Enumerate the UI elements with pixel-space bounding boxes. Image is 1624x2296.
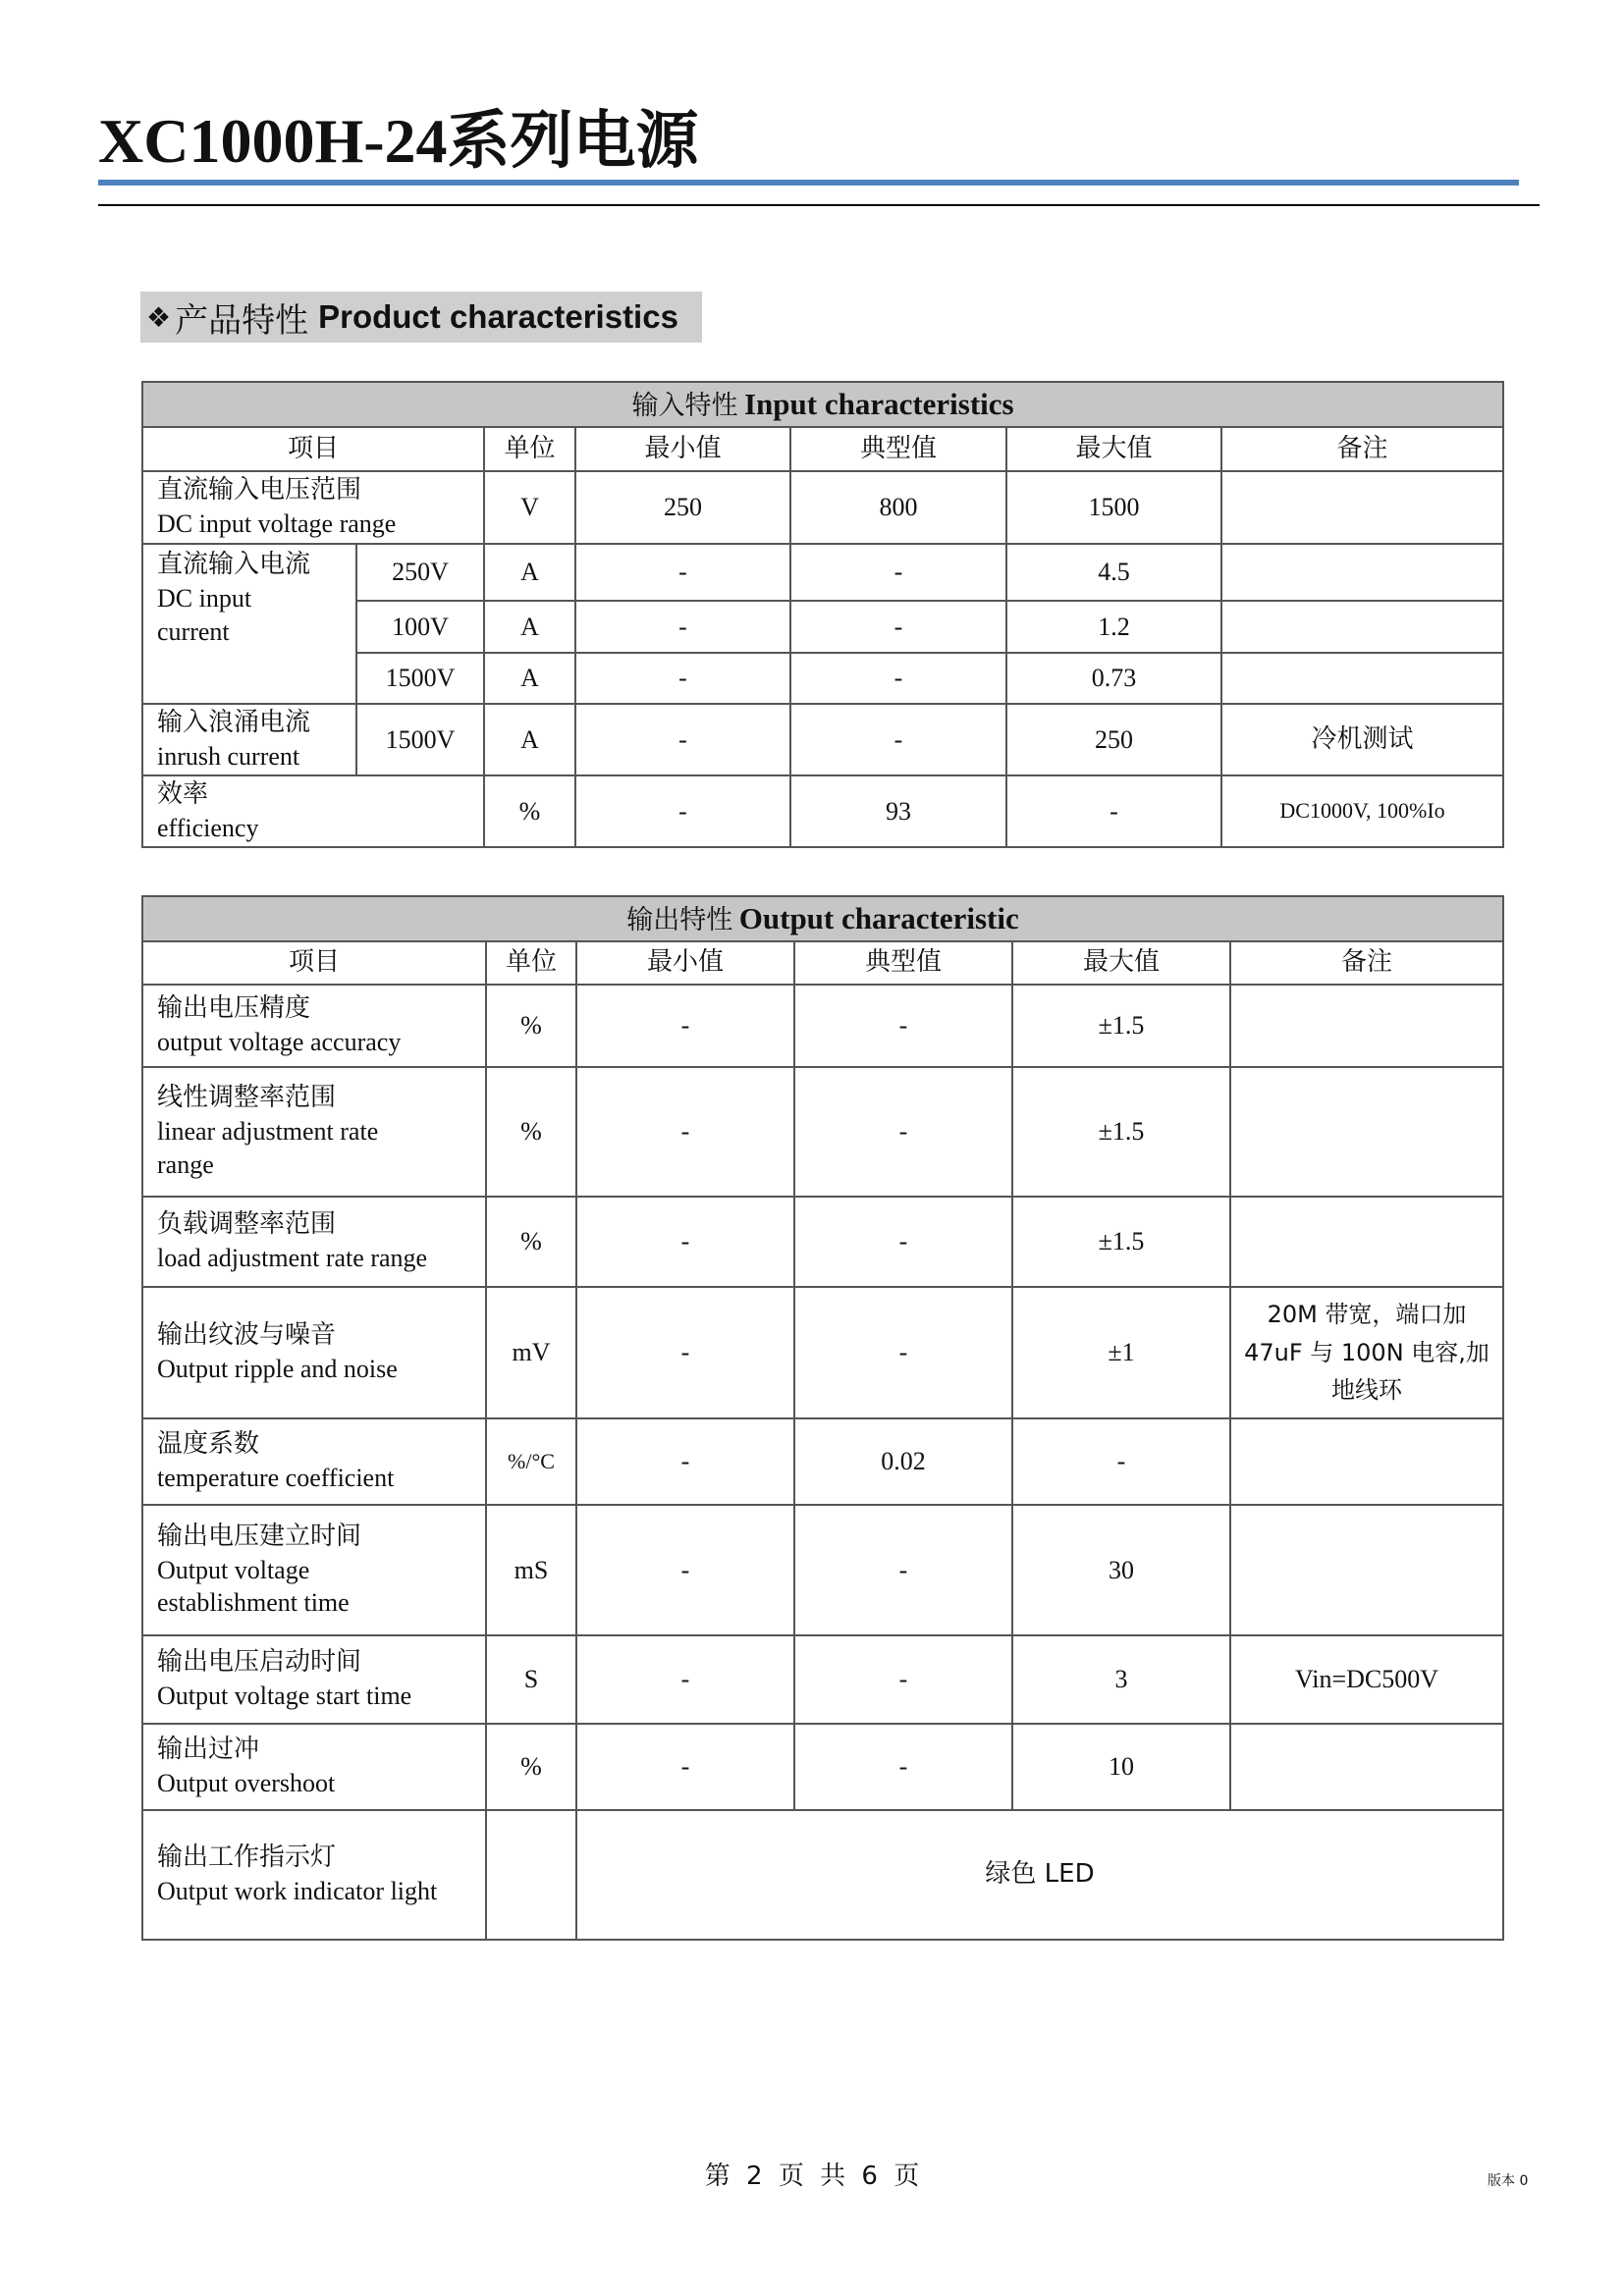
cell-typ: - — [794, 985, 1012, 1067]
row-label: 效率 efficiency — [142, 775, 484, 847]
cell-max: ±1.5 — [1012, 985, 1230, 1067]
cell-note — [1230, 1724, 1503, 1810]
cell-typ: - — [790, 601, 1006, 653]
cell-typ: - — [794, 1067, 1012, 1197]
row-label: 负载调整率范围 load adjustment rate range — [142, 1197, 486, 1287]
header-max: 最大值 — [1006, 427, 1221, 471]
cell-min: - — [575, 601, 790, 653]
header-unit: 单位 — [484, 427, 575, 471]
cell-note — [1230, 1418, 1503, 1505]
cell-max: - — [1006, 775, 1221, 847]
cell-note — [1221, 601, 1503, 653]
cell-min: 250 — [575, 471, 790, 544]
header-note: 备注 — [1221, 427, 1503, 471]
table-row — [142, 704, 1503, 775]
cell-min: - — [576, 1067, 794, 1197]
title-underline-blue — [98, 180, 1519, 186]
cell-note — [1221, 544, 1503, 601]
cell-note — [1230, 1067, 1503, 1197]
row-label: 温度系数 temperature coefficient — [142, 1418, 486, 1505]
cell-min: - — [576, 1197, 794, 1287]
cell-note — [1230, 985, 1503, 1067]
table-row — [142, 1197, 1503, 1287]
cell-max: ±1.5 — [1012, 1067, 1230, 1197]
header-unit: 单位 — [486, 941, 576, 985]
version-label: 版本 0 — [1488, 2173, 1529, 2189]
cell-max: 1500 — [1006, 471, 1221, 544]
table-row — [142, 1067, 1503, 1197]
cell-note: Vin=DC500V — [1230, 1635, 1503, 1724]
header-max: 最大值 — [1012, 941, 1230, 985]
section-heading-zh: 产品特性 — [175, 300, 309, 341]
cell-unit: A — [484, 544, 575, 601]
table-row — [142, 544, 1503, 601]
cell-typ: 0.02 — [794, 1418, 1012, 1505]
cell-note — [1230, 1505, 1503, 1635]
cell-typ: 93 — [790, 775, 1006, 847]
cell-max: 30 — [1012, 1505, 1230, 1635]
cell-unit: % — [484, 775, 575, 847]
cell-typ: - — [794, 1724, 1012, 1810]
cell-max: 0.73 — [1006, 653, 1221, 704]
cell-unit: % — [486, 1724, 576, 1810]
table-row — [142, 1505, 1503, 1635]
row-label: 输出电压启动时间 Output voltage start time — [142, 1635, 486, 1724]
cell-max: ±1.5 — [1012, 1197, 1230, 1287]
cell-min: - — [576, 1724, 794, 1810]
section-heading — [140, 292, 702, 343]
indicator-value: 绿色 LED — [576, 1810, 1503, 1940]
cell-typ: - — [790, 653, 1006, 704]
cell-max: 250 — [1006, 704, 1221, 775]
cell-note — [1221, 471, 1503, 544]
cell-unit: % — [486, 985, 576, 1067]
row-label: 输入浪涌电流 inrush current — [142, 704, 356, 775]
cell-unit: S — [486, 1635, 576, 1724]
cell-unit: A — [484, 704, 575, 775]
cell-min: - — [576, 1635, 794, 1724]
cell-unit: % — [486, 1197, 576, 1287]
header-item: 项目 — [142, 941, 486, 985]
header-typ: 典型值 — [794, 941, 1012, 985]
cell-condition: 250V — [356, 544, 484, 601]
cell-min: - — [575, 775, 790, 847]
cell-typ: - — [794, 1505, 1012, 1635]
header-min: 最小值 — [575, 427, 790, 471]
input-characteristics-table — [141, 381, 1504, 848]
cell-unit: % — [486, 1067, 576, 1197]
cell-unit: mS — [486, 1505, 576, 1635]
cell-condition: 100V — [356, 601, 484, 653]
output-characteristics-table — [141, 895, 1504, 1941]
cell-max: ±1 — [1012, 1287, 1230, 1418]
cell-min: - — [575, 544, 790, 601]
row-label: 直流输入电压范围 DC input voltage range — [142, 471, 484, 544]
table-row — [142, 1418, 1503, 1505]
row-label: 输出电压建立时间 Output voltage establishment time — [142, 1505, 486, 1635]
cell-note: DC1000V, 100%Io — [1221, 775, 1503, 847]
output-table-title: 输出特性 Output characteristic — [142, 896, 1503, 941]
cell-min: - — [575, 653, 790, 704]
cell-min: - — [576, 1418, 794, 1505]
table-row — [142, 1724, 1503, 1810]
cell-unit: A — [484, 653, 575, 704]
table-row — [142, 775, 1503, 847]
cell-note — [1221, 653, 1503, 704]
header-min: 最小值 — [576, 941, 794, 985]
title-underline-black — [98, 204, 1540, 206]
row-label: 输出纹波与噪音 Output ripple and noise — [142, 1287, 486, 1418]
table-row — [142, 1810, 1503, 1940]
header-item: 项目 — [142, 427, 484, 471]
row-label: 线性调整率范围 linear adjustment rate range — [142, 1067, 486, 1197]
cell-unit — [486, 1810, 576, 1940]
cell-unit: mV — [486, 1287, 576, 1418]
row-label: 输出工作指示灯 Output work indicator light — [142, 1810, 486, 1940]
cell-max: 10 — [1012, 1724, 1230, 1810]
row-label: 输出电压精度 output voltage accuracy — [142, 985, 486, 1067]
cell-max: - — [1012, 1418, 1230, 1505]
diamond-bullet-icon: ❖ — [146, 300, 172, 334]
row-label: 输出过冲 Output overshoot — [142, 1724, 486, 1810]
header-typ: 典型值 — [790, 427, 1006, 471]
table-header-row — [142, 427, 1503, 471]
cell-max: 1.2 — [1006, 601, 1221, 653]
table-row — [142, 471, 1503, 544]
cell-typ: - — [794, 1287, 1012, 1418]
table-row — [142, 1635, 1503, 1724]
cell-typ: - — [794, 1197, 1012, 1287]
cell-note: 冷机测试 — [1221, 704, 1503, 775]
cell-max: 3 — [1012, 1635, 1230, 1724]
cell-typ: - — [790, 704, 1006, 775]
table-row — [142, 1287, 1503, 1418]
cell-typ: - — [790, 544, 1006, 601]
table-row — [142, 985, 1503, 1067]
cell-unit: A — [484, 601, 575, 653]
table-header-row — [142, 941, 1503, 985]
cell-unit: V — [484, 471, 575, 544]
cell-note: 20M 带宽，端口加47uF 与 100N 电容,加地线环 — [1230, 1287, 1503, 1418]
input-table-title: 输入特性 Input characteristics — [142, 382, 1503, 427]
section-heading-en: Product characteristics — [318, 298, 678, 335]
row-label: 直流输入电流 DC input current — [142, 544, 356, 704]
cell-note — [1230, 1197, 1503, 1287]
cell-typ: - — [794, 1635, 1012, 1724]
cell-condition: 1500V — [356, 704, 484, 775]
page-number: 第 2 页 共 6 页 — [704, 2162, 920, 2191]
document-title: XC1000H-24系列电源 — [98, 106, 699, 176]
cell-max: 4.5 — [1006, 544, 1221, 601]
header-note: 备注 — [1230, 941, 1503, 985]
cell-min: - — [576, 1505, 794, 1635]
cell-min: - — [575, 704, 790, 775]
cell-min: - — [576, 1287, 794, 1418]
cell-unit: %/°C — [486, 1418, 576, 1505]
cell-typ: 800 — [790, 471, 1006, 544]
cell-min: - — [576, 985, 794, 1067]
cell-condition: 1500V — [356, 653, 484, 704]
